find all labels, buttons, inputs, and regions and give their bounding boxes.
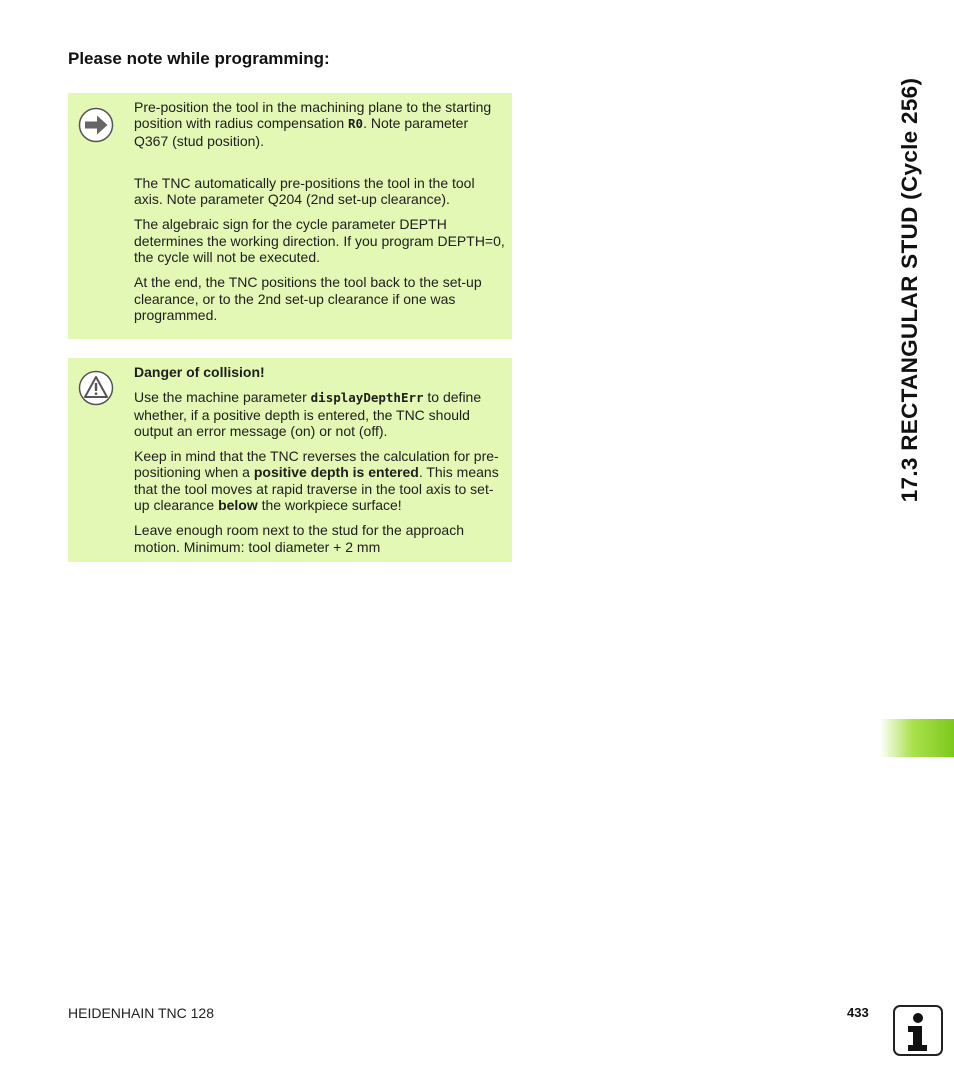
info-icon xyxy=(893,1005,943,1056)
note-paragraph-1: Pre-position the tool in the machining plane to the starting position with radius compensation R0. Note parameter Q367 (stud position). xyxy=(134,99,492,149)
page-number: 433 xyxy=(847,1005,869,1020)
warning-paragraph-1: Use the machine parameter displayDepthErr to define whether, if a positive depth is entered, the TNC should output an error message (on) or not (off). xyxy=(134,389,482,439)
note-box xyxy=(68,93,512,339)
note-paragraph-3: The algebraic sign for the cycle parameter DEPTH determines the working direction. If you program DEPTH=0, the cycle will not be executed. xyxy=(134,216,505,266)
code-display-depth-err: displayDepthErr xyxy=(310,390,424,406)
arrow-right-icon xyxy=(78,107,114,143)
warning-title: Danger of collision! xyxy=(134,364,265,380)
note-paragraph-4: At the end, the TNC positions the tool back to the set-up clearance, or to the 2nd set-up clearance if one was programmed. xyxy=(134,274,482,323)
warning-box xyxy=(68,358,512,562)
note-paragraph-2: The TNC automatically pre-positions the tool in the tool axis. Note parameter Q204 (2nd set-up clearance). xyxy=(134,174,475,208)
warning-paragraph-2: Keep in mind that the TNC reverses the calculation for pre-positioning when a positive depth is entered. This means that the tool moves at rapid traverse in the tool axis to set-up clearance below the workpiece surface! xyxy=(134,448,499,514)
warning-triangle-icon xyxy=(78,370,114,406)
section-heading: Please note while programming: xyxy=(68,49,330,68)
footer-product-name: HEIDENHAIN TNC 128 xyxy=(68,1005,215,1021)
code-r0: R0 xyxy=(348,116,364,132)
chapter-tab xyxy=(880,719,954,757)
chapter-side-title: 17.3 RECTANGULAR STUD (Cycle 256) xyxy=(897,77,922,503)
warning-paragraph-3: Leave enough room next to the stud for the approach motion. Minimum: tool diameter + 2 mm xyxy=(134,522,465,555)
